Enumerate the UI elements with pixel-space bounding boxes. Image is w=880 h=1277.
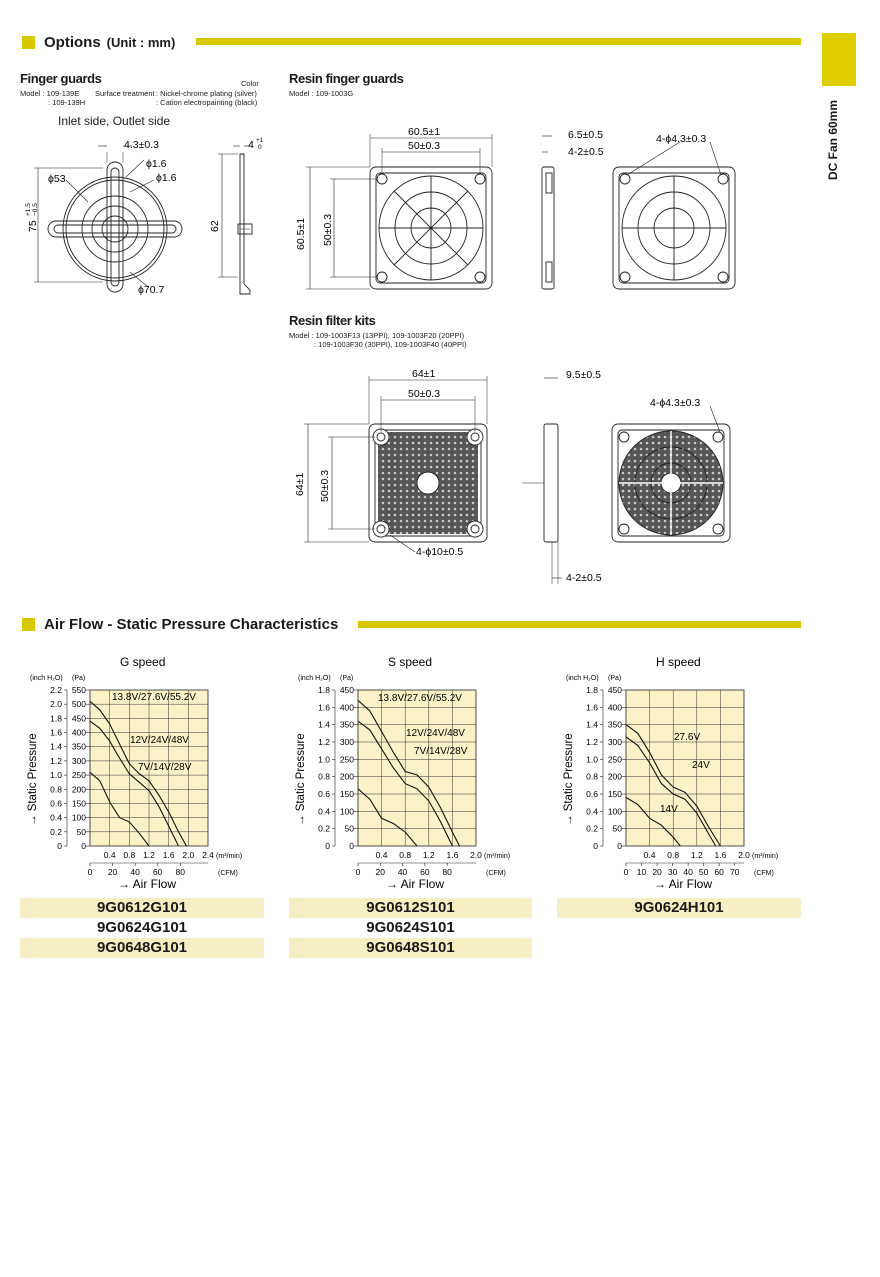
dim-fg-d7-tol-minus: 0 — [258, 144, 262, 151]
resin-filter-kit-drawing — [290, 362, 760, 590]
options-header — [22, 34, 175, 51]
y-tick-label-inch: 0.6 — [318, 789, 330, 799]
dim-rfk-h1: 64±1 — [294, 472, 306, 496]
finger-guards-color-label: Color — [241, 79, 259, 88]
y-tick-label-pa: 250 — [71, 770, 86, 781]
chart-title: S speed — [388, 655, 433, 669]
y-tick-label-pa: 0 — [617, 841, 622, 851]
airflow-header — [22, 616, 338, 633]
dim-rfk-w1: 64±1 — [412, 368, 436, 380]
resin-filter-kits-model-1: Model : 109-1003F13 (13PPI), 109-1003F20 (20PPI) — [289, 331, 465, 340]
y-tick-label-pa: 300 — [339, 737, 354, 747]
x-tick-label-cfm: 20 — [107, 867, 118, 877]
dim-fg-d8: 62 — [209, 220, 221, 232]
y-tick-label-inch: 1.8 — [586, 685, 598, 695]
y-tick-label-inch: 0.8 — [50, 784, 62, 795]
y-unit-pa: (Pa) — [72, 675, 86, 682]
x-tick-label: 2.0 — [470, 850, 482, 860]
y-tick-label-inch: 1.8 — [50, 713, 62, 724]
x-tick-label: 0.8 — [667, 850, 680, 860]
model-number: 9G0612G101 — [96, 899, 188, 916]
x-tick-label-cfm: 50 — [698, 867, 709, 877]
dim-rfg-w1: 60.5±1 — [408, 126, 441, 138]
chart-h-speed — [556, 652, 818, 892]
y-tick-label-inch: 0.2 — [318, 823, 330, 834]
section-square-icon — [22, 36, 35, 49]
finger-guards-caption: Inlet side, Outlet side — [58, 114, 171, 128]
model-number: 9G0648S101 — [366, 939, 455, 956]
y-unit-pa: (Pa) — [608, 675, 622, 682]
series-label: 7V/14V/28V — [138, 762, 192, 773]
chart-title: G speed — [120, 655, 166, 669]
section-square-icon — [22, 618, 35, 631]
side-tab — [822, 33, 856, 86]
dim-fg-d5: 75 — [27, 220, 39, 232]
dim-rfg-holes: 4-ϕ4.3±0.3 — [656, 133, 707, 145]
x-tick-label: 0.4 — [375, 850, 388, 860]
y-tick-label-pa: 250 — [607, 754, 622, 765]
y-tick-label-pa: 300 — [71, 755, 86, 766]
y-tick-label-inch: 1.6 — [50, 727, 62, 738]
x-tick-label: 2.4 — [202, 850, 214, 860]
model-number: 9G0624H101 — [634, 899, 724, 916]
x-tick-label-cfm: 60 — [152, 867, 163, 877]
dim-fg-d5-tol-minus: −0.5 — [32, 203, 39, 216]
model-number: 9G0624G101 — [20, 918, 264, 938]
model-box-h — [557, 898, 801, 918]
y-unit-inch: (inch H₂O) — [566, 675, 599, 682]
y-tick-label-inch: 0 — [57, 841, 62, 851]
dim-rfk-h2: 50±0.3 — [319, 469, 331, 502]
y-tick-label-inch: 0 — [593, 841, 598, 851]
x-tick-label-cfm: 10 — [636, 867, 647, 877]
x-tick-label: 0.4 — [103, 850, 116, 860]
dim-rfk-w2: 50±0.3 — [408, 388, 441, 400]
y-tick-label-pa: 250 — [339, 754, 354, 765]
y-tick-label-inch: 0.4 — [586, 806, 598, 817]
model-box-s — [289, 898, 532, 958]
x-tick-label: 0.8 — [399, 850, 412, 860]
x-unit-cfm: (CFM) — [486, 870, 506, 877]
x-tick-label: 1.6 — [446, 850, 459, 860]
y-tick-label-pa: 200 — [607, 771, 622, 782]
y-tick-label-inch: 1.0 — [586, 754, 598, 765]
airflow-rule — [358, 621, 801, 628]
y-unit-inch: (inch H₂O) — [30, 675, 63, 682]
x-tick-label-cfm: 0 — [355, 867, 361, 877]
x-tick-label-cfm: 40 — [683, 867, 693, 877]
x-tick-label-cfm: 60 — [420, 867, 430, 877]
series-label: 7V/14V/28V — [414, 746, 468, 757]
dim-fg-d2: ϕ1.6 — [146, 158, 167, 170]
y-axis-label: → Static Pressure — [27, 733, 39, 826]
y-tick-label-pa: 200 — [339, 771, 354, 782]
dim-fg-d4: ϕ53 — [48, 173, 66, 185]
x-tick-label-cfm: 30 — [667, 867, 678, 877]
x-axis-label: → Air Flow — [654, 877, 713, 891]
resin-filter-kits-model-2: : 109-1003F30 (30PPI), 109-1003F40 (40PPI) — [314, 340, 467, 349]
finger-guard-drawing — [18, 132, 280, 300]
y-tick-label-pa: 350 — [607, 719, 622, 730]
chart-s-speed — [288, 652, 550, 892]
y-tick-label-pa: 50 — [76, 826, 86, 837]
y-tick-label-inch: 1.2 — [586, 737, 598, 747]
dim-rfg-t2: 4-2±0.5 — [568, 146, 604, 158]
series-label: 27.6V — [674, 732, 701, 743]
series-label: 12V/24V/48V — [406, 728, 465, 739]
dim-fg-d7-tol-plus: +1 — [256, 137, 264, 144]
x-tick-label: 1.2 — [143, 850, 155, 860]
y-tick-label-inch: 0 — [325, 841, 330, 851]
options-rule — [196, 38, 801, 45]
dim-rfg-h2: 50±0.3 — [322, 213, 334, 246]
x-axis-label: → Air Flow — [118, 877, 177, 891]
finger-guards-model-2: : 109-139H — [48, 98, 86, 107]
x-tick-label: 0.8 — [123, 850, 136, 860]
x-tick-label-cfm: 0 — [623, 867, 629, 877]
plot-area — [358, 690, 476, 846]
dim-fg-d7: 4 — [248, 139, 254, 151]
x-tick-label-cfm: 40 — [397, 867, 408, 877]
model-number: 9G0612S101 — [366, 899, 455, 916]
x-tick-label: 2.0 — [738, 850, 750, 860]
x-tick-label: 1.2 — [422, 850, 435, 860]
y-unit-pa: (Pa) — [340, 675, 354, 682]
x-unit-m3: (m³/min) — [752, 853, 779, 860]
series-label: 12V/24V/48V — [130, 735, 189, 746]
dim-rfg-h1: 60.5±1 — [295, 217, 307, 250]
y-tick-label-inch: 1.8 — [318, 685, 330, 695]
x-tick-label-cfm: 20 — [375, 867, 386, 877]
finger-guards-surface-label: Surface treatment — [95, 89, 155, 98]
y-tick-label-pa: 50 — [612, 823, 622, 834]
model-box-g — [20, 898, 264, 958]
model-number: 9G0624S101 — [289, 918, 532, 938]
dim-rfk-t2: 4-2±0.5 — [566, 572, 602, 584]
dim-rfk-holes: 4-ϕ4.3±0.3 — [650, 397, 701, 409]
airflow-title: Air Flow - Static Pressure Characteristics — [44, 616, 339, 633]
y-axis-label: → Static Pressure — [563, 733, 575, 826]
y-tick-label-inch: 0.4 — [318, 806, 330, 817]
y-tick-label-inch: 2.2 — [50, 685, 62, 695]
x-tick-label-cfm: 40 — [130, 867, 140, 877]
plot-area — [626, 690, 744, 846]
finger-guards-surface-2: : Cation electropainting (black) — [156, 98, 258, 107]
y-unit-inch: (inch H₂O) — [298, 675, 331, 682]
y-tick-label-pa: 0 — [349, 841, 354, 851]
y-tick-label-inch: 0.8 — [318, 771, 330, 782]
y-tick-label-pa: 0 — [81, 841, 86, 851]
x-tick-label: 2.0 — [182, 850, 195, 860]
options-unit: (Unit : mm) — [106, 35, 176, 50]
x-tick-label: 1.6 — [714, 850, 727, 860]
chart-g-speed — [20, 652, 282, 892]
y-tick-label-pa: 400 — [71, 727, 86, 738]
y-tick-label-inch: 1.4 — [318, 719, 330, 730]
chart-title: H speed — [656, 655, 701, 669]
x-tick-label-cfm: 70 — [729, 867, 740, 877]
y-tick-label-pa: 150 — [339, 789, 354, 799]
series-label: 14V — [660, 804, 678, 815]
y-tick-label-inch: 2.0 — [50, 699, 62, 710]
dim-rfk-bottom-holes: 4-ϕ10±0.5 — [416, 546, 464, 558]
y-tick-label-pa: 450 — [607, 685, 622, 695]
resin-finger-guard-drawing — [290, 122, 760, 302]
dim-rfg-w2: 50±0.3 — [408, 140, 441, 152]
finger-guards-title: Finger guards — [20, 71, 102, 86]
x-tick-label: 0.4 — [643, 850, 656, 860]
y-tick-label-pa: 200 — [71, 784, 86, 795]
resin-filter-kits-title: Resin filter kits — [289, 313, 376, 328]
y-tick-label-inch: 1.6 — [318, 702, 330, 713]
options-title: Options — [44, 34, 101, 51]
y-tick-label-inch: 1.2 — [318, 737, 330, 747]
y-tick-label-inch: 1.2 — [50, 755, 62, 766]
y-tick-label-pa: 300 — [607, 737, 622, 747]
model-number: 9G0648G101 — [96, 939, 188, 956]
x-tick-label: 1.6 — [162, 850, 175, 860]
y-tick-label-pa: 350 — [71, 741, 86, 752]
y-tick-label-pa: 150 — [607, 789, 622, 799]
y-tick-label-inch: 0.6 — [586, 789, 598, 799]
y-tick-label-pa: 400 — [339, 702, 354, 713]
series-label: 24V — [692, 760, 710, 771]
dim-fg-d6: ϕ70.7 — [138, 284, 165, 296]
y-tick-label-inch: 0.2 — [50, 826, 62, 837]
finger-guards-surface-1: : Nickel-chrome plating (silver) — [156, 89, 257, 98]
y-tick-label-inch: 1.4 — [586, 719, 598, 730]
y-tick-label-pa: 100 — [71, 812, 86, 823]
y-tick-label-inch: 1.0 — [318, 754, 330, 765]
y-tick-label-inch: 0.4 — [50, 812, 62, 823]
x-tick-label-cfm: 60 — [714, 867, 724, 877]
dim-fg-d1: 4.3±0.3 — [124, 139, 159, 151]
dim-rfg-t1: 6.5±0.5 — [568, 129, 603, 141]
x-axis-label: → Air Flow — [386, 877, 445, 891]
y-tick-label-inch: 0.8 — [586, 771, 598, 782]
finger-guards-model-1: Model : 109-139E — [20, 89, 80, 98]
y-tick-label-pa: 450 — [71, 713, 86, 724]
y-tick-label-pa: 350 — [339, 719, 354, 730]
resin-finger-guards-title: Resin finger guards — [289, 71, 404, 86]
y-tick-label-inch: 0.6 — [50, 798, 62, 809]
series-label: 13.8V/27.6V/55.2V — [378, 693, 462, 704]
y-axis-label: → Static Pressure — [295, 733, 307, 826]
y-tick-label-pa: 550 — [71, 685, 86, 695]
y-tick-label-pa: 50 — [344, 823, 354, 834]
resin-finger-guards-model: Model : 109-1003G — [289, 89, 354, 98]
x-tick-label-cfm: 0 — [87, 867, 93, 877]
y-tick-label-pa: 150 — [71, 798, 86, 809]
y-tick-label-pa: 400 — [607, 702, 622, 713]
dim-fg-d3: ϕ1.6 — [156, 172, 177, 184]
x-unit-cfm: (CFM) — [218, 870, 238, 877]
x-tick-label-cfm: 80 — [175, 867, 186, 877]
dim-fg-d5-tol-plus: +1.5 — [25, 203, 32, 216]
x-tick-label-cfm: 80 — [442, 867, 452, 877]
series-label: 13.8V/27.6V/55.2V — [112, 692, 196, 703]
dim-rfk-t1: 9.5±0.5 — [566, 369, 601, 381]
y-tick-label-pa: 100 — [607, 806, 622, 817]
y-tick-label-pa: 100 — [339, 806, 354, 817]
y-tick-label-pa: 450 — [339, 685, 354, 695]
x-unit-m3: (m³/min) — [484, 853, 511, 860]
side-tab-label: DC Fan 60mm — [826, 99, 840, 180]
x-unit-m3: (m³/min) — [216, 853, 243, 860]
x-unit-cfm: (CFM) — [754, 870, 774, 877]
y-tick-label-inch: 1.0 — [50, 770, 62, 781]
y-tick-label-pa: 500 — [71, 699, 86, 710]
y-tick-label-inch: 1.6 — [586, 702, 598, 713]
x-tick-label-cfm: 20 — [652, 867, 662, 877]
y-tick-label-inch: 1.4 — [50, 741, 62, 752]
x-tick-label: 1.2 — [690, 850, 703, 860]
y-tick-label-inch: 0.2 — [586, 823, 598, 834]
